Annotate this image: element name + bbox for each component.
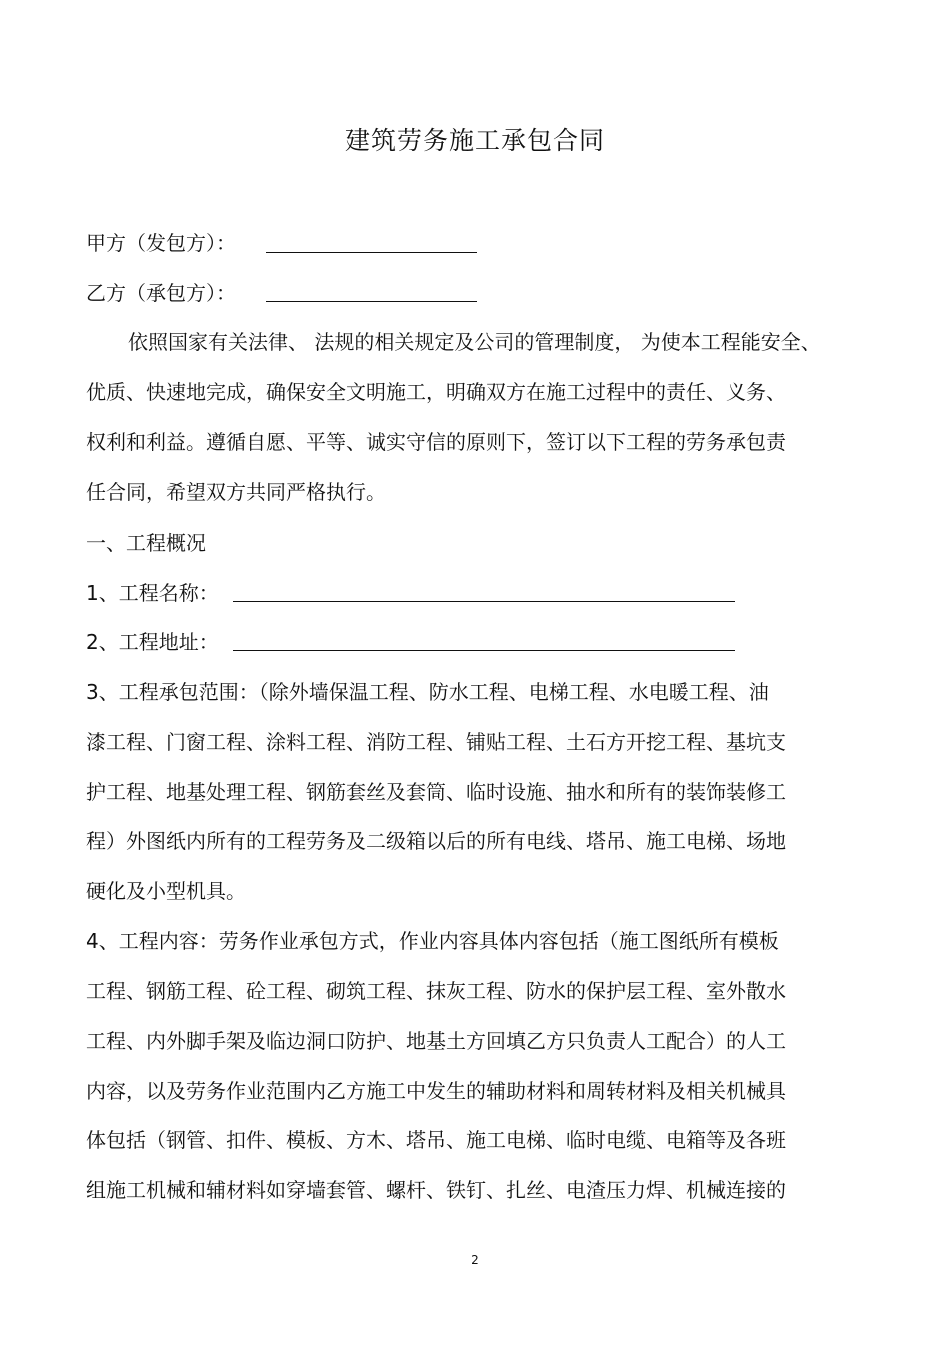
party-b-blank — [266, 301, 477, 302]
scope-line: 硬化及小型机具。 — [86, 879, 246, 903]
intro-line: 优质、快速地完成，确保安全文明施工，明确双方在施工过程中的责任、义务、 — [86, 380, 786, 404]
content-line: 内容，以及劳务作业范围内乙方施工中发生的辅助材料和周转材料及相关机械具 — [86, 1079, 786, 1103]
party-a-label: 甲方（发包方）： — [86, 231, 236, 255]
scope-line: 程）外图纸内所有的工程劳务及二级箱以后的所有电线、塔吊、施工电梯、场地 — [86, 829, 786, 853]
project-name-label: 1、工程名称： — [86, 581, 219, 605]
project-name-blank — [233, 601, 735, 602]
intro-line: 任合同，希望双方共同严格执行。 — [86, 480, 386, 504]
party-a-blank — [266, 252, 477, 253]
intro-line: 依照国家有关法律、 法规的相关规定及公司的管理制度， 为使本工程能安全、 — [128, 330, 821, 354]
intro-line: 权利和利益。遵循自愿、平等、诚实守信的原则下，签订以下工程的劳务承包责 — [86, 430, 786, 454]
page-number: 2 — [471, 1253, 479, 1267]
section-heading: 一、工程概况 — [86, 531, 206, 555]
content-line: 4、工程内容：劳务作业承包方式，作业内容具体内容包括（施工图纸所有模板 — [86, 929, 779, 953]
content-line: 组施工机械和辅材料如穿墙套管、螺杆、铁钉、扎丝、电渣压力焊、机械连接的 — [86, 1178, 786, 1202]
content-line: 工程、内外脚手架及临边洞口防护、地基土方回填乙方只负责人工配合）的人工 — [86, 1029, 786, 1053]
content-line: 工程、钢筋工程、砼工程、砌筑工程、抹灰工程、防水的保护层工程、室外散水 — [86, 979, 786, 1003]
content-line: 体包括（钢管、扣件、模板、方木、塔吊、施工电梯、临时电缆、电箱等及各班 — [86, 1128, 786, 1152]
scope-line: 护工程、地基处理工程、钢筋套丝及套筒、临时设施、抽水和所有的装饰装修工 — [86, 780, 786, 804]
contract-title: 建筑劳务施工承包合同 — [344, 126, 605, 155]
project-address-blank — [233, 650, 735, 651]
project-address-label: 2、工程地址： — [86, 630, 219, 654]
party-b-label: 乙方（承包方）： — [86, 281, 236, 305]
scope-line: 3、工程承包范围：（除外墙保温工程、防水工程、电梯工程、水电暖工程、油 — [86, 680, 769, 704]
scope-line: 漆工程、门窗工程、涂料工程、消防工程、铺贴工程、土石方开挖工程、基坑支 — [86, 730, 786, 754]
